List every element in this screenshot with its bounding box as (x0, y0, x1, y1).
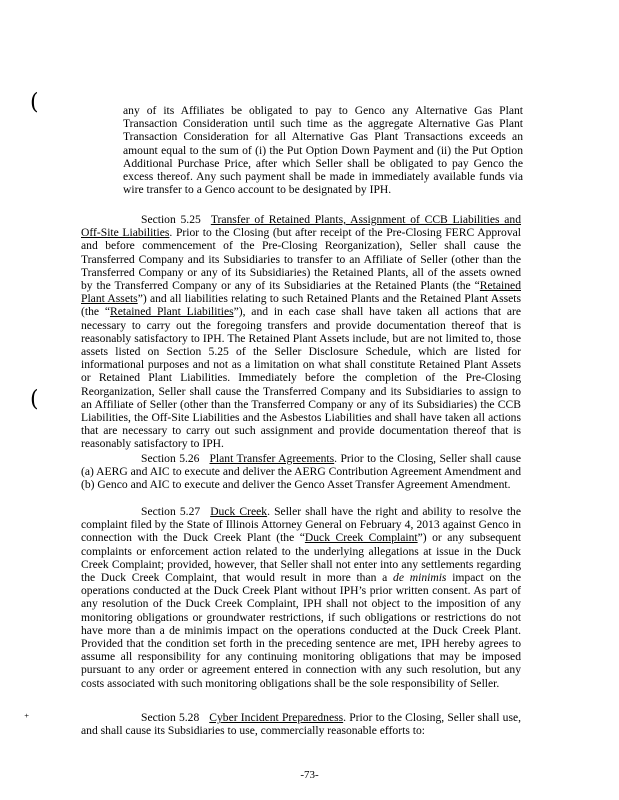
section-number: Section 5.26 (141, 452, 200, 465)
section-title: Transfer of Retained Plants, Assignment of CCB Liabilities and Off-Site Liabilities (81, 213, 522, 240)
section-title: Cyber Incident Preparedness (209, 711, 344, 724)
section-5-28: Section 5.28 Cyber Incident Preparedness. Prior to the Closing, Seller shall use, and shall cause its Subsidiaries to use, commercially reasonable efforts to: (81, 711, 522, 738)
page-number: -73- (300, 769, 319, 781)
section-title: Duck Creek (210, 505, 268, 518)
italic-term: de minimis (393, 571, 447, 585)
margin-tick-mark: ⁺ (24, 713, 30, 724)
defined-term: Retained Plant Liabilities (109, 305, 234, 319)
section-number: Section 5.27 (141, 505, 201, 518)
continuation-paragraph: any of its Affiliates be obligated to pay to Genco any Alternative Gas Plant Transaction Consideration until such time as the aggregate Alternative Gas Plant Transaction Consideration for all Alternative Gas Plant Transactions exceeds an amount equal to the sum of (i) the Put Option Down Payment and (ii) the Put Option Additional Purchase Price, after which Seller shall be obligated to pay Genco the excess thereof. Any such payment shall be made in immediately available funds via wire transfer to a Genco account to be designated by IPH. (123, 104, 523, 197)
section-number: Section 5.25 (141, 213, 201, 226)
section-title: Plant Transfer Agreements (209, 452, 335, 465)
section-number: Section 5.28 (141, 711, 200, 724)
section-5-25: Section 5.25 Transfer of Retained Plants, Assignment of CCB Liabilities and Off-Site Liabilities. Prior to the Closing (but after receipt of the Pre-Closing FERC Approval and before commencement of the Pre-Closing Reorganization), Seller shall cause the Transferred Company and its Subsidiaries to transfer to an Affiliate of Seller (other than the Transferred Company or any of its Subsidiaries) the Retained Plants, all of the assets owned by the Transferred Company or any of its Subsidiaries at the Retained Plants (the “Retained Plant Assets”) and all liabilities relating to such Retained Plants and the Retained Plant Assets (the “Retained Plant Liabilities”), and in each case shall have taken all actions that are necessary to carry out the foregoing transfers and provide documentation thereof that is reasonably satisfactory to IPH. The Retained Plant Assets include, but are not limited to, those assets listed on Section 5.25 of the Seller Disclosure Schedule, which are listed for informational purposes and not as a limitation on what shall constitute Retained Plant Assets or Retained Plant Liabilities. Immediately before the completion of the Pre-Closing Reorganization, Seller shall cause the Transferred Company and its Subsidiaries to assign to an Affiliate of Seller (other than the Transferred Company or any of its Subsidiaries) the CCB Liabilities, the Off-Site Liabilities and the Asbestos Liabilities and shall have taken all actions that are necessary to carry out such assignment and provide documentation thereof that is reasonably satisfactory to IPH. (81, 213, 522, 451)
defined-term: Retained Plant Assets (81, 279, 521, 306)
margin-bracket-mark: ( (30, 387, 39, 412)
section-5-27: Section 5.27 Duck Creek. Seller shall have the right and ability to resolve the complaint filed by the State of Illinois Attorney General on February 4, 2013 against Genco in connection with the Duck Creek Plant (the “Duck Creek Complaint”) or any subsequent complaints or enforcement action related to the underlying allegations at issue in the Duck Creek Complaint; provided, however, that Seller shall not enter into any settlements regarding the Duck Creek Complaint, that would result in more than a de minimis impact on the operations conducted at the Duck Creek Plant without IPH’s prior written consent. As part of any resolution of the Duck Creek Complaint, IPH shall not object to the imposition of any monitoring obligations or groundwater restrictions, if such obligations or restrictions do not have more than a de minimis impact on the operations conducted at the Duck Creek Plant. Provided that the condition set forth in the preceding sentence are met, IPH hereby agrees to assume all responsibility for any continuing monitoring obligations that may be imposed pursuant to any order or agreement entered in connection with any such resolution, but any costs associated with such monitoring obligations shall be the sole responsibility of Seller. (81, 505, 522, 690)
defined-term: Duck Creek Complaint (304, 531, 418, 545)
section-5-26: Section 5.26 Plant Transfer Agreements. Prior to the Closing, Seller shall cause (a) AERG and AIC to execute and deliver the AERG Contribution Agreement Amendment and (b) Genco and AIC to execute and deliver the Genco Asset Transfer Agreement Amendment. (81, 452, 521, 492)
margin-bracket-mark: ( (30, 90, 39, 115)
